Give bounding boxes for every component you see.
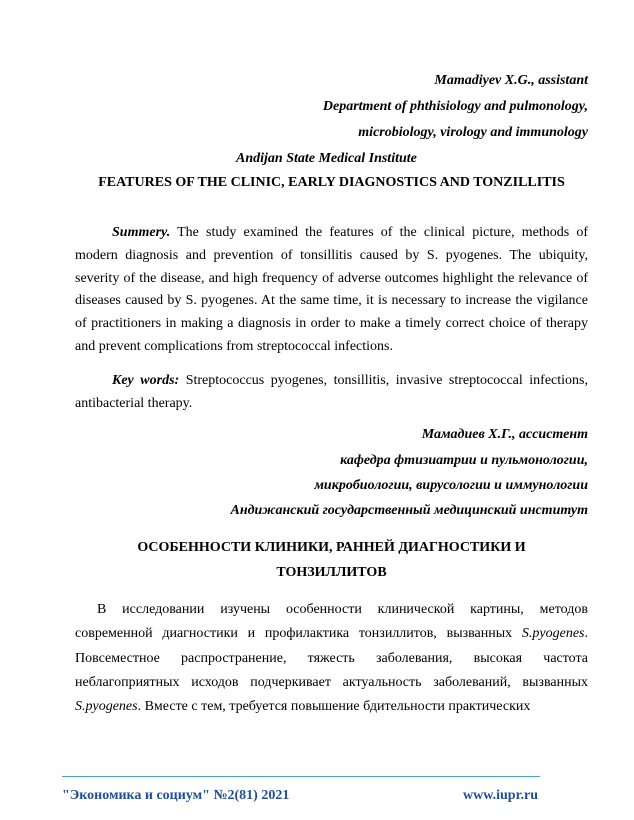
- keywords-en: [75, 370, 588, 416]
- department-en-line2: microbiology, virology and immunology: [358, 125, 588, 140]
- keywords-label: Key words:: [112, 373, 180, 388]
- body-ru-part2: . Повсеместное распространение, тяжесть заболевания, высокая частота неблагоприятных исходов подчеркивает актуальность заболеваний, вызванных: [75, 626, 588, 690]
- summary-label: Summery.: [112, 225, 171, 240]
- body-ru: [75, 598, 588, 719]
- title-ru-line1: ОСОБЕННОСТИ КЛИНИКИ, РАННЕЙ ДИАГНОСТИКИ И: [137, 540, 526, 555]
- department-ru-line1: кафедра фтизиатрии и пульмонологии,: [340, 453, 588, 468]
- footer-divider: [62, 776, 540, 777]
- footer-journal: "Экономика и социум" №2(81) 2021: [62, 788, 290, 803]
- footer-website: www.iupr.ru: [463, 788, 538, 803]
- summary-en: [75, 222, 588, 359]
- department-ru-line2: микробиологии, вирусологии и иммунологии: [314, 478, 588, 493]
- species-1: S.pyogenes: [521, 626, 585, 642]
- institute-ru: Андижанский государственный медицинский институт: [230, 503, 588, 518]
- author-en: Mamadiyev X.G., assistant: [434, 73, 588, 88]
- keywords-text: Streptococcus pyogenes, tonsillitis, invasive streptococcal infections, antibacterial therapy.: [75, 373, 589, 411]
- department-en-line1: Department of phthisiology and pulmonology,: [322, 99, 588, 114]
- title-ru-line2: ТОНЗИЛЛИТОВ: [276, 565, 387, 580]
- species-2: S.pyogenes: [75, 699, 138, 715]
- institute-en: Andijan State Medical Institute: [236, 151, 417, 166]
- author-ru: Мамадиев Х.Г., ассистент: [421, 427, 588, 442]
- body-ru-part3: . Вместе с тем, требуется повышение бдительности практических: [137, 699, 531, 715]
- body-ru-part1: В исследовании изучены особенности клинической картины, методов современной диагностики и профилактика тонзиллитов, вызванных: [75, 602, 588, 642]
- summary-text: The study examined the features of the clinical picture, methods of modern diagnosis and prevention of tonsillitis caused by S. pyogenes. The ubiquity, severity of the disease, and high frequency of adverse outcomes highlight the relevance of diseases caused by S. pyogenes. At the same time, it is necessary to increase the vigilance of practitioners in making a diagnosis in order to make a timely correct choice of therapy and prevent complications from streptococcal infections.: [75, 225, 589, 354]
- title-en: FEATURES OF THE CLINIC, EARLY DIAGNOSTICS AND TONZILLITIS: [98, 175, 565, 190]
